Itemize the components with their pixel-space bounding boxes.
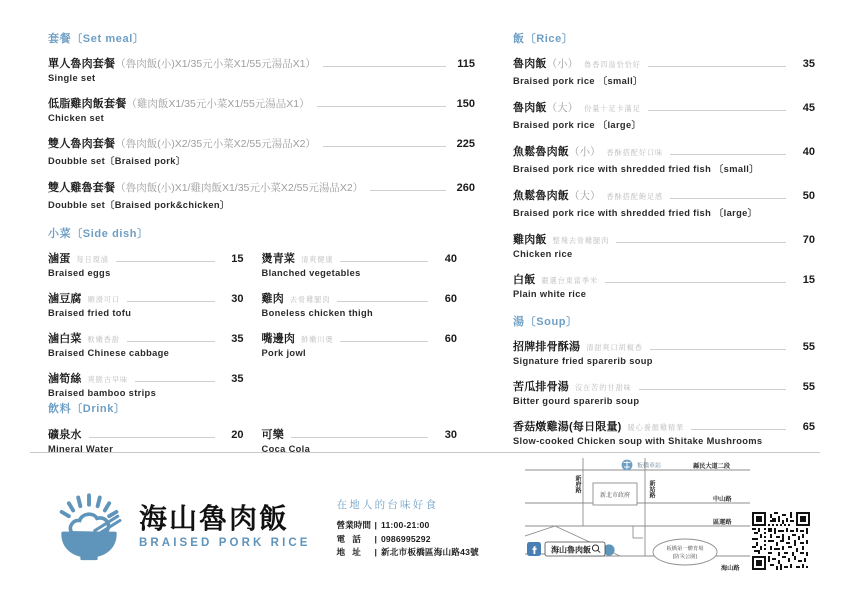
menu-column-left — [0, 0, 500, 452]
map-label-station: 板橋車站 — [637, 463, 662, 470]
menu-item-tagline: 嚴選台東當季米 — [541, 276, 599, 285]
contact-row — [337, 519, 479, 533]
menu-item-name-en: Pork jowl — [261, 348, 306, 358]
menu-item-tagline: 去骨雞腿肉 — [289, 295, 331, 304]
leader-rule — [648, 66, 786, 67]
menu-item-name-cn: 雞肉飯 — [513, 234, 547, 246]
menu-item-name-en: Braised Chinese cabbage — [48, 348, 170, 358]
menu-item — [48, 426, 262, 454]
menu-item-name-cn: 滷白菜 — [48, 333, 82, 345]
menu-item-tagline: 鮮嫩川燙 — [301, 335, 334, 344]
menu-item — [48, 250, 262, 278]
menu-item-price: 50 — [802, 190, 815, 202]
menu-item-name-en: Doubble set〔Braised pork&chicken〕 — [48, 200, 230, 210]
brand-name-en: BRAISED PORK RICE — [139, 536, 311, 549]
leader-rule — [317, 106, 446, 107]
map-label-stadium: 板橋第一體育場 — [666, 546, 704, 552]
leader-rule — [650, 349, 786, 350]
menu-item-name-cn: 滷蛋 — [48, 253, 71, 265]
menu-item — [513, 55, 815, 87]
location-map — [525, 458, 750, 578]
brand-block — [0, 491, 311, 563]
leader-rule — [605, 282, 786, 283]
menu-item-name-en: Chicken rice — [513, 249, 573, 259]
menu-item-tagline: 份量十足卡滿足 — [584, 104, 641, 113]
menu-item — [262, 330, 476, 358]
menu-item-name-cn: 礦泉水 — [48, 429, 82, 441]
menu-item-price: 40 — [444, 253, 457, 265]
menu-item-name-en: Bitter gourd sparerib soup — [513, 396, 640, 406]
menu-item-header — [262, 250, 458, 266]
leader-rule — [135, 381, 214, 382]
menu-item-price: 70 — [802, 234, 815, 246]
menu-item-tagline: 沒在苦的甘甜味 — [575, 383, 632, 392]
menu-item-price: 20 — [231, 429, 244, 441]
menu-item — [513, 187, 815, 219]
menu-item-tagline: 爽脆古早味 — [87, 375, 129, 384]
leader-rule — [639, 389, 786, 390]
leader-rule — [616, 242, 786, 243]
menu-item-name-cn: 燙青菜 — [261, 253, 296, 265]
leader-rule — [89, 437, 215, 438]
menu-item-name-cn: 白飯 — [513, 274, 536, 286]
menu-item-tagline: 清爽健康 — [301, 255, 334, 264]
map-label-xinzhan: 新站路 — [648, 480, 654, 498]
menu-item-name-en: Braised fried tofu — [48, 308, 132, 318]
menu-item-price: 30 — [444, 429, 457, 441]
menu-item-price: 60 — [444, 293, 457, 305]
menu-item-tagline: 香酥搭配好口味 — [606, 148, 664, 157]
menu-item-name-cn: 魚鬆魯肉飯 — [513, 190, 569, 202]
menu-item-detail: （魯肉飯(小)X2/35元小菜X2/55元湯品X2） — [115, 138, 316, 150]
map-label-xianmin: 縣民大道二段 — [693, 463, 731, 470]
section-header-soup: 湯〔Soup〕 — [513, 316, 578, 328]
rice-list — [513, 55, 815, 299]
menu-item-tagline: 清甜爽口胡椒香 — [586, 343, 643, 352]
leader-rule — [670, 198, 786, 199]
menu-item-detail: （大） — [569, 190, 601, 202]
menu-item-name-en: Chicken set — [48, 113, 105, 123]
menu-item-name-cn: 雙人魯肉套餐 — [48, 138, 116, 150]
menu-item-price: 55 — [802, 381, 815, 393]
leader-rule — [337, 301, 428, 302]
menu-item — [513, 99, 815, 131]
menu-column-right — [500, 0, 850, 452]
menu-item-name-en: Coca Cola — [261, 444, 311, 454]
menu-item-price: 40 — [802, 146, 815, 158]
menu-item-price: 260 — [456, 182, 475, 194]
menu-item-header — [513, 418, 815, 434]
qr-code-icon[interactable] — [752, 512, 810, 570]
menu-item-header — [48, 55, 475, 71]
menu-item-name-cn: 低脂雞肉飯套餐 — [48, 98, 127, 110]
menu-item-name-en: Braised pork rice 〔small〕 — [513, 76, 643, 86]
section-header-rice: 飯〔Rice〕 — [513, 33, 574, 45]
menu-item-tagline: 整塊去骨雞腿肉 — [552, 236, 610, 245]
side-dish-list — [48, 250, 475, 398]
contact-separator: | — [374, 547, 377, 558]
menu-item-price: 35 — [802, 58, 815, 70]
menu-item-header — [262, 426, 458, 442]
contact-value: 0986995292 — [380, 533, 431, 544]
menu-item-header — [262, 290, 458, 306]
contact-row — [337, 546, 479, 560]
contact-label: 地 址 — [336, 547, 361, 558]
map-label-zhongshan: 中山路 — [713, 496, 732, 503]
menu-item-name-cn: 魯肉飯 — [513, 58, 547, 70]
menu-item — [48, 330, 262, 358]
leader-rule — [670, 154, 786, 155]
tagline: 在地人的台味好食 — [336, 498, 439, 511]
menu-item-tagline: 軟嫩香甜 — [87, 335, 120, 344]
menu-item-header — [513, 338, 815, 354]
menu-item-name-en: Braised eggs — [48, 268, 111, 278]
menu-item-name-cn: 雞肉 — [261, 293, 284, 305]
leader-rule — [340, 341, 428, 342]
menu-item-name-cn: 滷筍絲 — [48, 373, 82, 385]
map-label-xinfu: 新府路 — [574, 475, 580, 493]
leader-rule — [116, 261, 215, 262]
menu-item — [48, 55, 475, 83]
contact-value: 新北市板橋區海山路43號 — [380, 547, 479, 558]
leader-rule — [648, 110, 786, 111]
menu-item — [513, 338, 815, 366]
menu-item — [48, 370, 262, 398]
brand-name-cn: 海山魯肉飯 — [139, 503, 290, 535]
menu-item-detail: （小） — [546, 58, 579, 70]
rice-bowl-icon — [52, 491, 126, 563]
menu-item-detail: （雞肉飯X1/35元小菜X1/55元湯品X1） — [126, 98, 310, 110]
menu-item-price: 225 — [456, 138, 475, 150]
menu-item-header — [48, 135, 475, 151]
menu-item-price: 115 — [457, 58, 475, 70]
brand-text — [139, 504, 311, 548]
contact-value: 11:00-21:00 — [380, 519, 430, 530]
menu-item-name-en: Slow-cooked Chicken soup with Shitake Mushrooms — [513, 436, 763, 446]
menu-item-header — [513, 99, 815, 115]
menu-item-price: 65 — [802, 421, 815, 433]
map-label-quyun: 區運路 — [713, 519, 732, 526]
menu-item-name-en: Mineral Water — [48, 444, 114, 454]
menu-item-name-cn: 可樂 — [261, 429, 284, 441]
menu-item-price: 15 — [231, 253, 244, 265]
contact-block — [337, 493, 479, 561]
menu-item-name-en: Plain white rice — [513, 289, 587, 299]
menu-item-detail: （魯肉飯(小)X1/雞肉飯X1/35元小菜X2/55元湯品X2） — [115, 182, 364, 194]
contact-row — [337, 533, 479, 547]
menu-item-name-en: Boneless chicken thigh — [261, 308, 374, 318]
menu-item — [262, 250, 476, 278]
menu-item-header — [513, 143, 815, 159]
menu-item — [48, 290, 262, 318]
leader-rule — [291, 437, 428, 438]
menu-item-name-cn: 嘴邊肉 — [261, 333, 296, 345]
section-header-side-dish: 小菜〔Side dish〕 — [48, 228, 149, 240]
contact-label: 電 話 — [336, 533, 361, 544]
menu-item-name-en: Doubble set〔Braised pork〕 — [48, 156, 186, 166]
map-label-city-hall: 新北市政府 — [599, 493, 631, 499]
menu-item-tagline: 香酥搭配飽足感 — [606, 192, 664, 201]
menu-item-name-cn: 香菇燉雞湯(每日限量) — [513, 421, 622, 433]
menu-item-name-en: Blanched vegetables — [261, 268, 361, 278]
menu-item-tagline: 每日現滷 — [76, 255, 109, 264]
menu-item — [48, 95, 475, 123]
menu-item-header — [48, 290, 244, 306]
menu-item-name-cn: 魚鬆魯肉飯 — [513, 146, 569, 158]
menu-item-name-cn: 苦瓜排骨湯 — [513, 381, 569, 393]
map-label-haishan: 海山路 — [721, 565, 740, 572]
menu-item-tagline: 魯香四溢恰恰好 — [584, 60, 641, 69]
menu-item-name-cn: 雙人雞魯套餐 — [48, 182, 116, 194]
section-header-drink: 飲料〔Drink〕 — [48, 403, 126, 415]
menu-item-name-en: Braised pork rice 〔large〕 — [513, 120, 642, 130]
menu-item-name-cn: 魯肉飯 — [513, 102, 547, 114]
menu-item-name-en: Braised bamboo strips — [48, 388, 157, 398]
menu-item — [513, 271, 815, 299]
menu-item-tagline: 順滑可口 — [87, 295, 120, 304]
menu-item-tagline: 暖心養顏雞精華 — [627, 423, 685, 432]
map-label-stadium-sub: (防災公園) — [672, 554, 698, 560]
menu-item-name-cn: 滷豆腐 — [48, 293, 82, 305]
menu-item-name-cn: 招牌排骨酥湯 — [513, 341, 581, 353]
menu-item-name-cn: 單人魯肉套餐 — [48, 58, 116, 70]
menu-item-header — [513, 271, 815, 287]
menu-item — [262, 290, 476, 318]
menu-item-header — [48, 370, 244, 386]
menu-item-detail: （魯肉飯(小)X1/35元小菜X1/55元湯品X1） — [115, 58, 316, 70]
menu-item-detail: （小） — [569, 146, 601, 158]
leader-rule — [691, 429, 786, 430]
menu-item-price: 150 — [456, 98, 475, 110]
menu-item-price: 60 — [444, 333, 457, 345]
menu-item-name-en: Signature fried sparerib soup — [513, 356, 653, 366]
section-header-set-meal: 套餐〔Set meal〕 — [48, 33, 145, 45]
menu-item-header — [513, 231, 815, 247]
menu-item-price: 45 — [802, 102, 815, 114]
leader-rule — [340, 261, 428, 262]
menu-item — [513, 231, 815, 259]
menu-item — [513, 378, 815, 406]
menu-item-name-en: Braised pork rice with shredded fried fish 〔large〕 — [513, 208, 758, 218]
menu-item-header — [48, 250, 244, 266]
set-meal-list — [48, 55, 475, 211]
leader-rule — [370, 190, 446, 191]
contact-label: 營業時間 — [336, 519, 371, 530]
menu-item-header — [48, 426, 244, 442]
menu-item-name-en: Braised pork rice with shredded fried fish 〔small〕 — [513, 164, 759, 174]
menu-item-header — [48, 95, 475, 111]
menu-item-detail: （大） — [546, 102, 579, 114]
menu-item-header — [48, 179, 475, 195]
menu-item-header — [513, 55, 815, 71]
menu-item-price: 30 — [231, 293, 244, 305]
menu-item — [513, 418, 815, 446]
menu-item-header — [513, 378, 815, 394]
menu-item-header — [262, 330, 458, 346]
menu-item-price: 35 — [231, 373, 244, 385]
fb-page-label: 海山魯肉飯 — [551, 545, 591, 555]
leader-rule — [127, 301, 215, 302]
menu-item-header — [513, 187, 815, 203]
menu-item — [48, 135, 475, 167]
menu-item-price: 35 — [231, 333, 244, 345]
menu-item-price: 55 — [802, 341, 815, 353]
contact-rows — [337, 519, 479, 561]
menu-item — [513, 143, 815, 175]
menu-item — [48, 179, 475, 211]
menu-item-name-en: Single set — [48, 73, 96, 83]
leader-rule — [323, 146, 446, 147]
leader-rule — [127, 341, 215, 342]
menu-item-header — [48, 330, 244, 346]
contact-separator: | — [374, 533, 377, 544]
soup-list — [513, 338, 815, 446]
menu-item-price: 15 — [802, 274, 815, 286]
contact-separator: | — [374, 519, 377, 530]
leader-rule — [323, 66, 446, 67]
